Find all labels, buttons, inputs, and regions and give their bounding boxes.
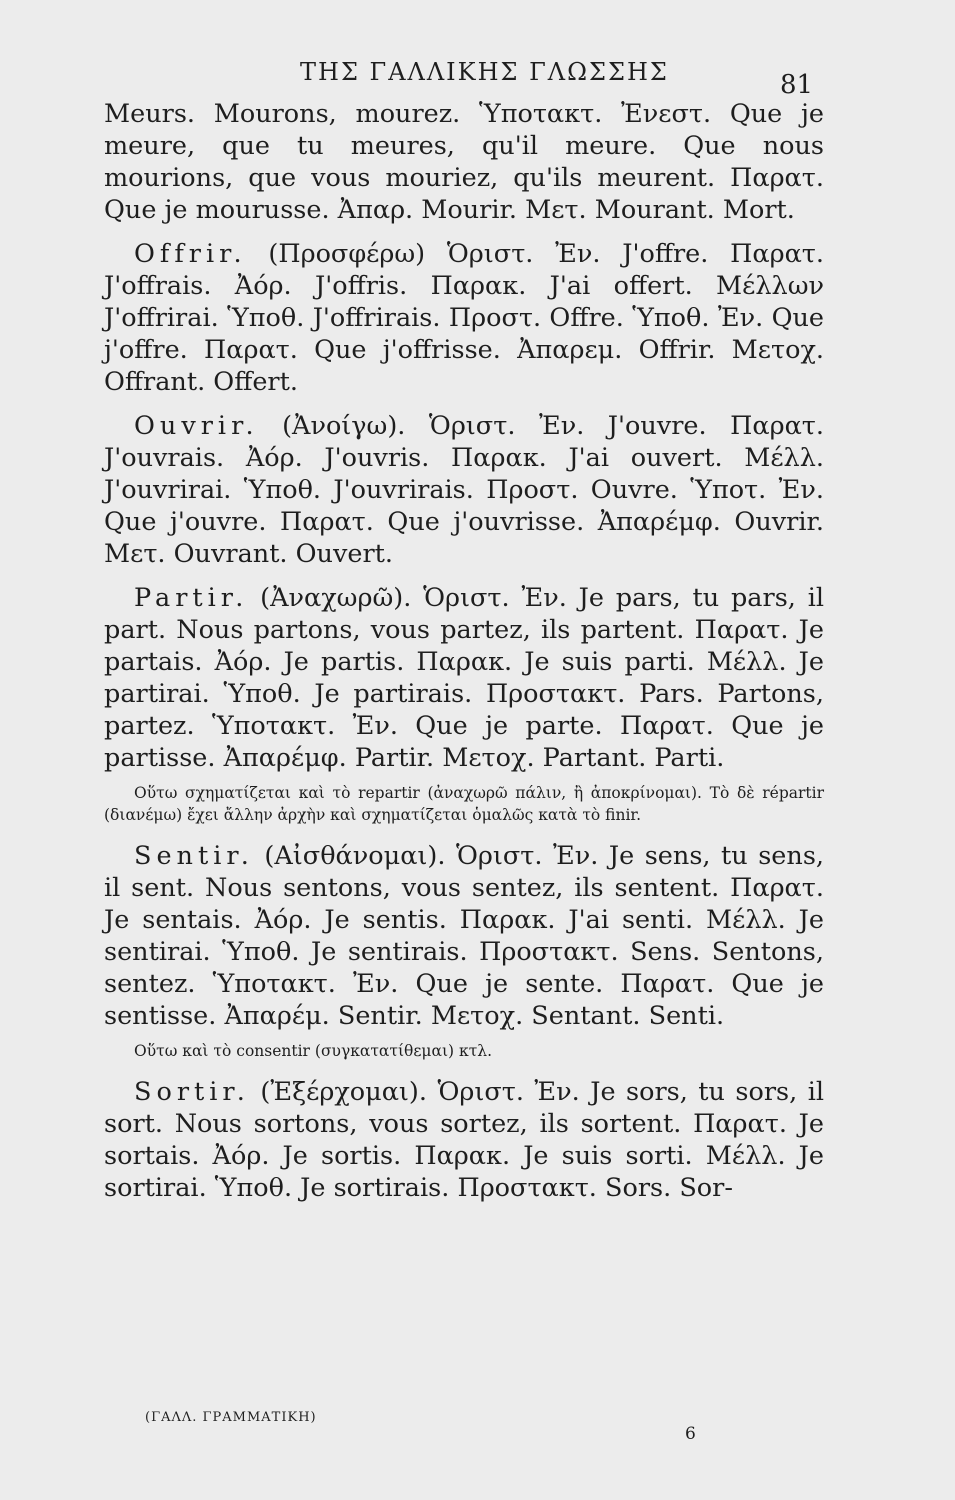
footer-signature: (ΓΑΛΛ. ΓΡΑΜΜΑΤΙΚΗ) [145, 1410, 317, 1425]
verb-heading: Sortir. [134, 1077, 250, 1107]
signature-number: 6 [685, 1424, 696, 1444]
paragraph-text: (Προσφέρω) Ὁριστ. Ἐν. J'offre. Παρατ. J'offrais. Ἀόρ. J'offris. Παρακ. J'ai offert. Μέλλων J'offrirai. Ὑποθ. J'offrirais. Προστ. Offre. Ὑποθ. Ἐν. Que j'offre. Παρατ. Que j'offrisse. Ἀπαρεμ. Offrir. Μετοχ. Offrant. Offert. [104, 239, 825, 397]
verb-heading: Partir. [134, 583, 249, 613]
paragraph-offrir [104, 238, 824, 398]
note-repartir: Οὕτω σχηματίζεται καὶ τὸ repartir (ἀναχωρῶ πάλιν, ἢ ἀποκρίνομαι). Τὸ δὲ répartir (διανέμω) ἔχει ἄλλην ἀρχὴν καὶ σχηματίζεται ὁμαλῶς κατὰ τὸ finir. [104, 784, 824, 824]
paragraph-text: (Ἀναχωρῶ). Ὁριστ. Ἐν. Je pars, tu pars, il part. Nous partons, vous partez, ils partent. Παρατ. Je partais. Ἀόρ. Je partis. Παρακ. Je suis parti. Μέλλ. Je partirai. Ὑποθ. Je partirais. Προστακτ. Pars. Partons, partez. Ὑποτακτ. Ἐν. Que je parte. Παρατ. Que je partisse. Ἀπαρέμφ. Partir. Μετοχ. Partant. Parti. [104, 583, 825, 773]
paragraph-partir [104, 582, 824, 774]
paragraph-sortir [104, 1076, 824, 1204]
paragraph-text: Meurs. Mourons, mourez. Ὑποτακτ. Ἐνεστ. Que je meure, que tu meures, qu'il meure. Que nous mourions, que vous mouriez, qu'ils meurent. Παρατ. Que je mourusse. Ἀπαρ. Mourir. Μετ. Mourant. Mort. [104, 99, 824, 225]
paragraph-text: (Ἀνοίγω). Ὁριστ. Ἐν. J'ouvre. Παρατ. J'ouvrais. Ἀόρ. J'ouvris. Παρακ. J'ai ouvert. Μέλλ. J'ouvrirai. Ὑποθ. J'ouvrirais. Προστ. Ouvre. Ὑποτ. Ἐν. Que j'ouvre. Παρατ. Que j'ouvrisse. Ἀπαρέμφ. Ouvrir. Μετ. Ouvrant. Ouvert. [104, 411, 824, 569]
verb-heading: Ouvrir. [134, 411, 259, 441]
page-number: 81 [780, 70, 814, 100]
paragraph-ouvrir [104, 410, 824, 570]
paragraph-sentir [104, 840, 824, 1032]
verb-heading: Offrir. [134, 239, 247, 269]
running-title: ΤΗΣ ΓΑΛΛΙΚΗΣ ΓΛΩΣΣΗΣ [300, 58, 669, 86]
note-consentir: Οὕτω καὶ τὸ consentir (συγκατατίθεμαι) κτλ. [134, 1042, 493, 1060]
page-body [104, 98, 824, 1216]
paragraph-text: (Ἐξέρχομαι). Ὁριστ. Ἐν. Je sors, tu sors, il sort. Nous sortons, vous sortez, ils sortent. Παρατ. Je sortais. Ἀόρ. Je sortis. Παρακ. Je suis sorti. Μέλλ. Je sortirai. Ὑποθ. Je sortirais. Προστακτ. Sors. Sor- [104, 1077, 825, 1203]
paragraph-text: (Αἰσθάνομαι). Ὁριστ. Ἐν. Je sens, tu sens, il sent. Nous sentons, vous sentez, ils sentent. Παρατ. Je sentais. Ἀόρ. Je sentis. Παρακ. J'ai senti. Μέλλ. Je sentirai. Ὑποθ. Je sentirais. Προστακτ. Sens. Sentons, sentez. Ὑποτακτ. Ἐν. Que je sente. Παρατ. Que je sentisse. Ἀπαρέμ. Sentir. Μετοχ. Sentant. Senti. [104, 841, 825, 1031]
verb-heading: Sentir. [134, 841, 254, 871]
paragraph-meurs [104, 98, 824, 226]
